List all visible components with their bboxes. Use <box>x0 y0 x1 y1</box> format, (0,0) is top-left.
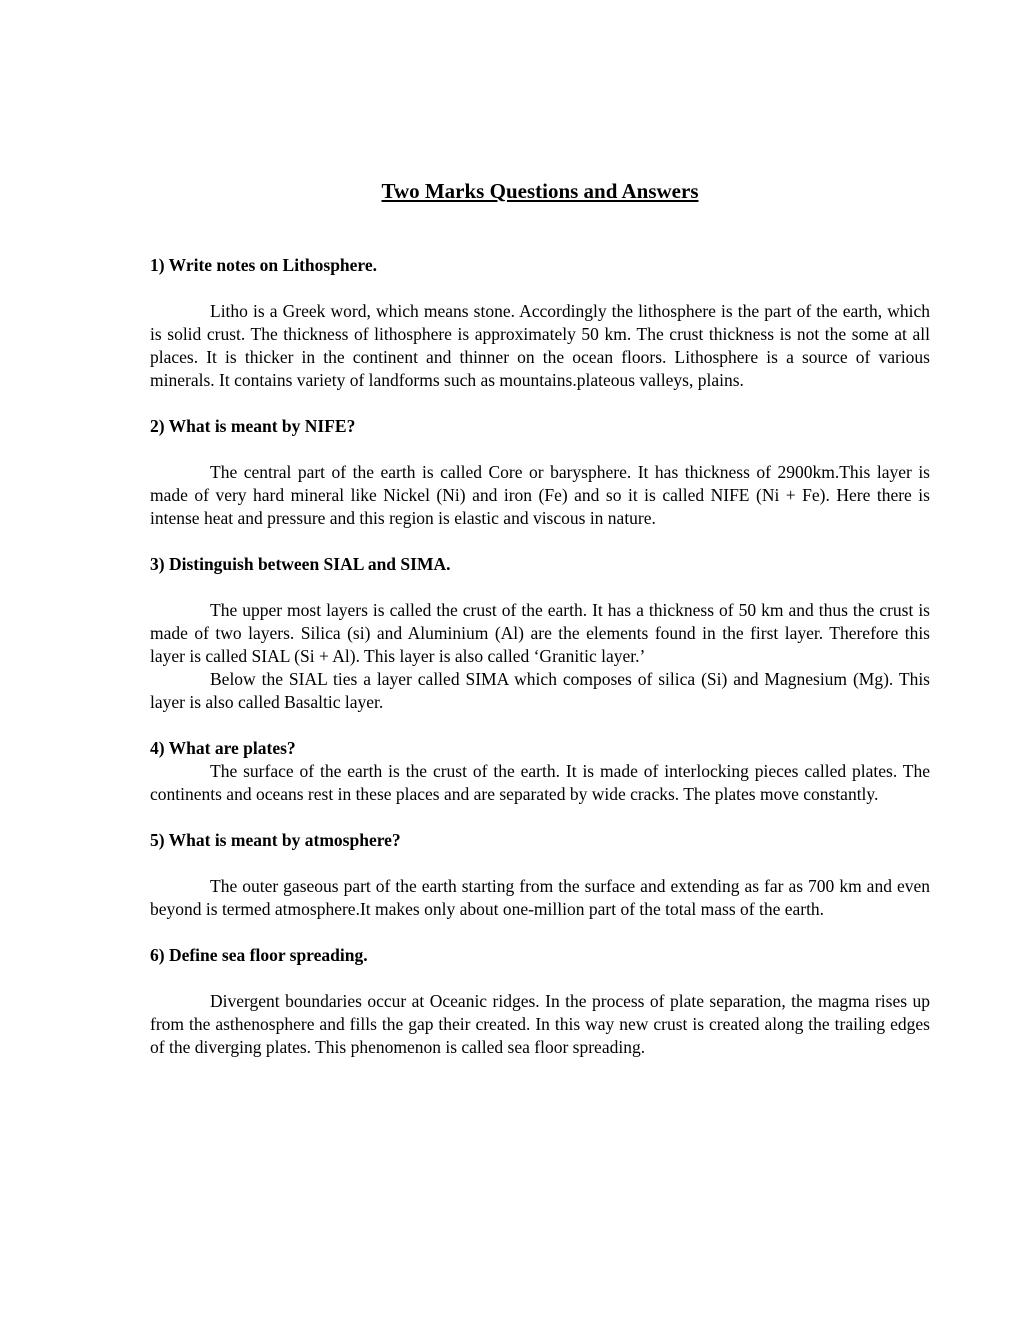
page-title: Two Marks Questions and Answers <box>381 179 699 203</box>
question-heading: 3) Distinguish between SIAL and SIMA. <box>150 554 451 574</box>
question-heading: 2) What is meant by NIFE? <box>150 416 356 436</box>
answer-paragraph: The surface of the earth is the crust of the earth. It is made of interlocking pieces called plates. The continents and oceans rest in these places and are separated by wide cracks. The plates move constantly. <box>150 761 930 804</box>
qa-section-1 <box>150 254 930 392</box>
qa-section-6 <box>150 944 930 1059</box>
answer-paragraph: The upper most layers is called the crust of the earth. It has a thickness of 50 km and thus the crust is made of two layers. Silica (si) and Aluminium (Al) are the elements found in the first layer. Therefore this layer is called SIAL (Si + Al). This layer is also called ‘Granitic layer.’ <box>150 600 930 666</box>
qa-section-3 <box>150 553 930 714</box>
answer-paragraph: Divergent boundaries occur at Oceanic ridges. In the process of plate separation, the magma rises up from the asthenosphere and fills the gap their created. In this way new crust is created along the trailing edges of the diverging plates. This phenomenon is called sea floor spreading. <box>150 991 930 1057</box>
answer-paragraph: The central part of the earth is called Core or barysphere. It has thickness of 2900km.This layer is made of very hard mineral like Nickel (Ni) and iron (Fe) and so it is called NIFE (Ni + Fe). Here there is intense heat and pressure and this region is elastic and viscous in nature. <box>150 462 930 528</box>
answer-paragraph: The outer gaseous part of the earth starting from the surface and extending as far as 700 km and even beyond is termed atmosphere.It makes only about one-million part of the total mass of the earth. <box>150 876 930 919</box>
answer-paragraph: Below the SIAL ties a layer called SIMA which composes of silica (Si) and Magnesium (Mg). This layer is also called Basaltic layer. <box>150 669 930 712</box>
question-heading: 6) Define sea floor spreading. <box>150 945 368 965</box>
question-heading: 1) Write notes on Lithosphere. <box>150 255 378 275</box>
qa-section-5 <box>150 829 930 921</box>
document-page <box>150 176 930 1059</box>
qa-section-4 <box>150 737 930 806</box>
question-heading: 4) What are plates? <box>150 738 296 758</box>
qa-section-2 <box>150 415 930 530</box>
answer-paragraph: Litho is a Greek word, which means stone. Accordingly the lithosphere is the part of the earth, which is solid crust. The thickness of lithosphere is approximately 50 km. The crust thickness is not the some at all places. It is thicker in the continent and thinner on the ocean floors. Lithosphere is a source of various minerals. It contains variety of landforms such as mountains.plateous valleys, plains. <box>150 301 930 390</box>
question-heading: 5) What is meant by atmosphere? <box>150 830 401 850</box>
